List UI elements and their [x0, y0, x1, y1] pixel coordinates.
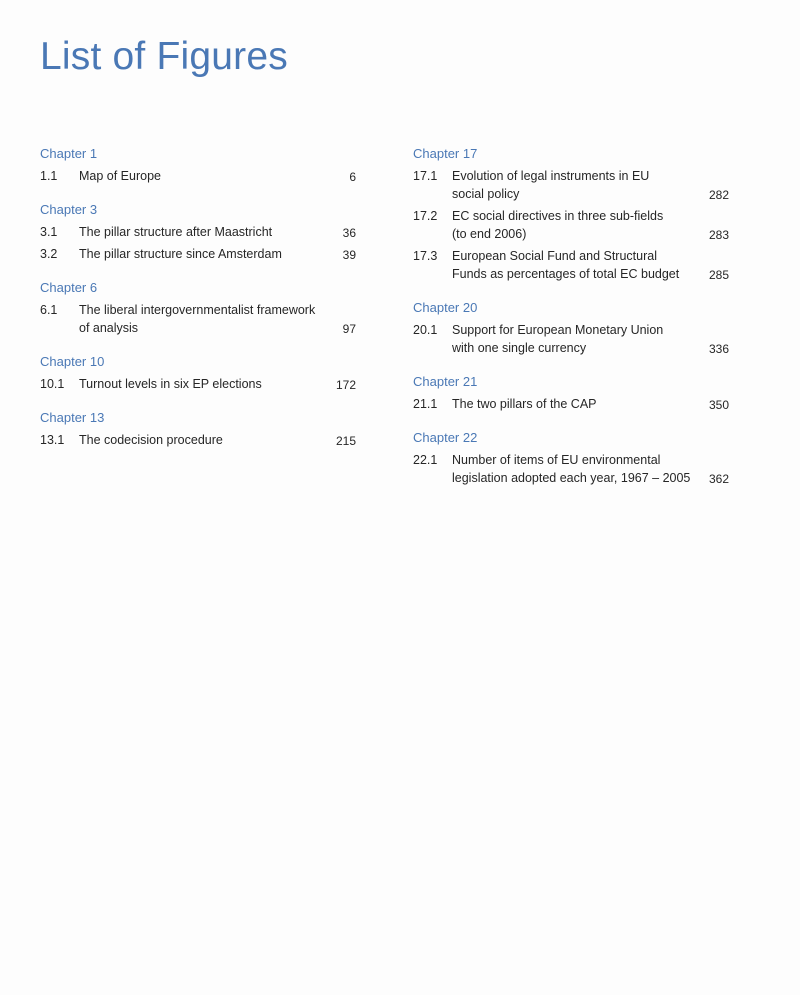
chapter-section — [413, 373, 729, 413]
figure-title-line: Number of items of EU environmental — [452, 453, 661, 467]
chapter-heading: Chapter 3 — [40, 202, 98, 217]
figure-entry[interactable] — [413, 207, 729, 243]
page-number: 282 — [708, 188, 729, 202]
figure-number: 17.1 — [413, 169, 438, 183]
chapter-section — [40, 145, 356, 185]
figure-number: 17.2 — [413, 209, 438, 223]
figure-title-line: The pillar structure since Amsterdam — [79, 247, 282, 261]
figure-title — [452, 247, 709, 283]
chapter-section — [413, 145, 729, 283]
page-number: 283 — [708, 228, 729, 242]
figure-number: 3.1 — [40, 225, 58, 239]
page-number: 97 — [342, 322, 356, 336]
figure-number: 22.1 — [413, 453, 438, 467]
chapter-heading: Chapter 20 — [413, 300, 478, 315]
chapter-heading: Chapter 1 — [40, 146, 98, 161]
chapter-heading: Chapter 10 — [40, 354, 105, 369]
figure-title-line: (to end 2006) — [452, 227, 527, 241]
chapter-section — [40, 201, 356, 263]
page-number: 39 — [342, 248, 356, 262]
figure-title — [452, 167, 709, 203]
figure-number: 21.1 — [413, 397, 438, 411]
figure-entry[interactable] — [413, 167, 729, 203]
figure-title-line: of analysis — [79, 321, 139, 335]
figure-title — [79, 167, 349, 185]
chapter-section — [40, 353, 356, 393]
figure-title-line: Map of Europe — [79, 169, 161, 183]
chapter-heading: Chapter 13 — [40, 410, 105, 425]
figure-title-line: The codecision procedure — [79, 433, 223, 447]
figure-title-line: with one single currency — [452, 341, 587, 355]
figure-title — [452, 321, 709, 357]
chapter-section — [413, 299, 729, 357]
figure-number: 13.1 — [40, 433, 65, 447]
figure-title — [452, 395, 709, 413]
figure-title-line: Support for European Monetary Union — [452, 323, 664, 337]
chapter-heading: Chapter 17 — [413, 146, 478, 161]
figure-title-line: European Social Fund and Structural — [452, 249, 657, 263]
figure-entry[interactable] — [40, 245, 356, 263]
right-column — [413, 145, 729, 503]
figure-title-line: EC social directives in three sub-fields — [452, 209, 664, 223]
figure-title — [79, 245, 343, 263]
left-column — [40, 145, 356, 465]
figure-entry[interactable] — [413, 451, 729, 487]
chapter-heading: Chapter 21 — [413, 374, 478, 389]
page-number: 6 — [349, 170, 356, 184]
chapter-heading: Chapter 22 — [413, 430, 478, 445]
figure-entry[interactable] — [40, 223, 356, 241]
figure-entry[interactable] — [40, 301, 356, 337]
page-title: List of Figures — [40, 35, 288, 78]
figure-title — [79, 223, 343, 241]
figure-number: 1.1 — [40, 169, 58, 183]
chapter-heading: Chapter 6 — [40, 280, 98, 295]
figure-number: 6.1 — [40, 303, 58, 317]
figure-number: 20.1 — [413, 323, 438, 337]
figure-entry[interactable] — [413, 321, 729, 357]
figure-title-line: The pillar structure after Maastricht — [79, 225, 273, 239]
chapter-section — [413, 429, 729, 487]
figure-title — [79, 431, 336, 449]
figure-entry[interactable] — [40, 375, 356, 393]
figure-title-line: Evolution of legal instruments in EU — [452, 169, 650, 183]
figure-title-line: The two pillars of the CAP — [452, 397, 597, 411]
figure-title — [79, 301, 343, 337]
figure-entry[interactable] — [40, 167, 356, 185]
figure-title — [452, 207, 709, 243]
figure-number: 10.1 — [40, 377, 65, 391]
page-number: 336 — [708, 342, 729, 356]
figure-title-line: legislation adopted each year, 1967 – 2005 — [452, 471, 691, 485]
chapter-section — [40, 409, 356, 449]
figure-title-line: Turnout levels in six EP elections — [79, 377, 262, 391]
page-number: 285 — [708, 268, 729, 282]
figure-entry[interactable] — [413, 395, 729, 413]
figure-title — [79, 375, 336, 393]
page-number: 172 — [335, 378, 356, 392]
page-number: 350 — [708, 398, 729, 412]
figure-title-line: Funds as percentages of total EC budget — [452, 267, 680, 281]
figure-title-line: social policy — [452, 187, 520, 201]
figure-number: 3.2 — [40, 247, 58, 261]
figure-title — [452, 451, 709, 487]
figure-entry[interactable] — [40, 431, 356, 449]
page-number: 36 — [342, 226, 356, 240]
figure-title-line: The liberal intergovernmentalist framework — [79, 303, 316, 317]
page-number: 215 — [335, 434, 356, 448]
chapter-section — [40, 279, 356, 337]
page-number: 362 — [708, 472, 729, 486]
figure-entry[interactable] — [413, 247, 729, 283]
figure-number: 17.3 — [413, 249, 438, 263]
